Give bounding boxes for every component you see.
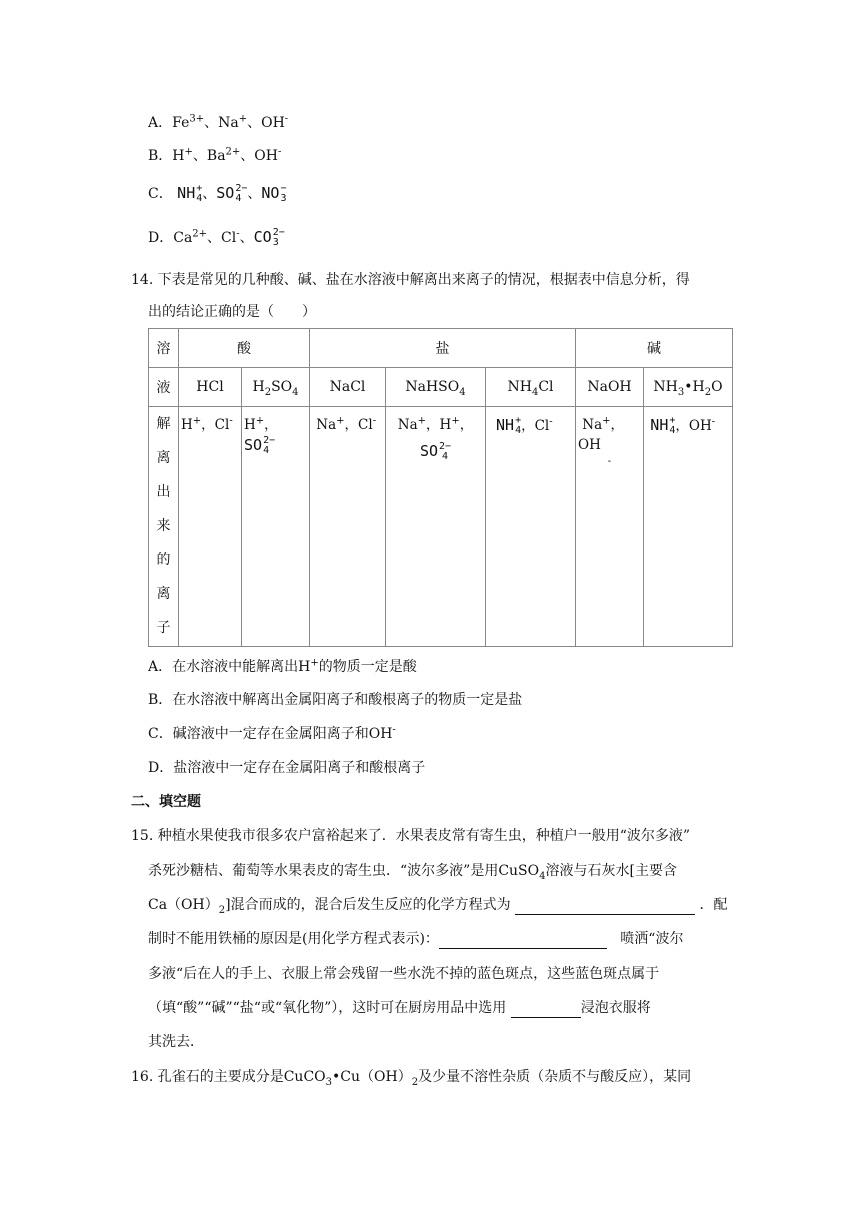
row-header-solution-1: 溶	[149, 329, 179, 368]
section-title-fill-blank: 二、填空题	[131, 794, 201, 810]
ions-hcl: H+，Cl-	[179, 407, 242, 647]
q13-option-a: A．$Fe^{3+}$、Na+、OH-	[148, 113, 289, 131]
group-acid: 酸	[179, 329, 310, 368]
option-label: A．	[148, 115, 173, 131]
ions-nacl: Na+，Cl-	[310, 407, 386, 647]
q14-stem-line1: 14. 下表是常见的几种酸、碱、盐在水溶液中解离出来离子的情况，根据表中信息分析，得	[131, 272, 690, 288]
ions-nh4cl: NH + 4 ，Cl-	[486, 407, 576, 647]
answer-blank-iron-equation[interactable]	[439, 932, 607, 949]
q14-option-d: D．盐溶液中一定存在金属阳离子和酸根离子	[148, 760, 426, 776]
q15-line4: 制时不能用铁桶的原因是(用化学方程式表示)： 喷洒“波尔	[148, 931, 684, 947]
q14-stem-line2: 出的结论正确的是（ ）	[148, 304, 316, 320]
ions-naoh: Na+，OH -	[576, 407, 644, 647]
q14-option-a: A．在水溶液中能解离出H+的物质一定是酸	[148, 657, 417, 675]
q13-option-c: C． NH + 4 、SO 2− 4 、NO − 3	[148, 182, 287, 204]
q15-line6: （填“酸”“碱”“盐“或“氧化物”），这时可在厨房用品中选用 浸泡衣服将	[148, 1000, 651, 1016]
ions-h2so4: H+，SO 2− 4	[242, 407, 310, 647]
carbonate-ion: CO 2− 3	[253, 226, 285, 248]
substance-nh4cl: $NH_4Cl$	[486, 368, 576, 407]
ions-nahso4: Na+，H+， SO 2− 4	[386, 407, 486, 647]
ion-table	[148, 328, 733, 647]
nitrate-ion: NO − 3	[261, 182, 287, 204]
row-header-ions: 解 离 出 来 的 离 子	[149, 407, 179, 647]
substance-nacl: NaCl	[310, 368, 386, 407]
substance-nahso4: NaHSO$_4$	[386, 368, 486, 407]
ions-nh3h2o: NH + 4 ，OH-	[644, 407, 733, 647]
substance-h2so4: $H_2SO_4$	[242, 368, 310, 407]
answer-blank-kitchen-item[interactable]	[511, 1001, 581, 1018]
q15-line2: 杀死沙糖桔、葡萄等水果表皮的寄生虫．“波尔多液”是用CuSO$_4$溶液与石灰水[主要含	[148, 863, 677, 882]
q13-option-d: D．$Ca^{2+}$、Cl-、CO 2− 3	[148, 226, 285, 248]
q15-line3: $Ca(OH)_2$]混合而成的，混合后发生反应的化学方程式为 ．配	[148, 897, 728, 916]
ammonium-ion: NH + 4	[177, 182, 203, 204]
q16-line1: 16. 孔雀石的主要成分是$CuCO_3•Cu(OH)_2$及少量不溶性杂质（杂质不与酸反应），某同	[131, 1069, 692, 1088]
group-salt: 盐	[310, 329, 576, 368]
q15-line7: 其洗去．	[148, 1034, 204, 1050]
answer-blank-equation[interactable]	[515, 898, 695, 915]
q13-option-b: B．H+、$Ba^{2+}$、OH-	[148, 146, 282, 164]
row-header-solution-2: 液	[149, 368, 179, 407]
group-base: 碱	[576, 329, 733, 368]
q14-option-c: C．碱溶液中一定存在金属阳离子和OH-	[148, 724, 396, 742]
q14-option-b: B．在水溶液中解离出金属阳离子和酸根离子的物质一定是盐	[148, 692, 523, 708]
substance-nh3h2o: $NH_3•H_2O$	[644, 368, 733, 407]
q15-line5: 多液“后在人的手上、衣服上常会残留一些水洗不掉的蓝色斑点，这些蓝色斑点属于	[148, 966, 660, 982]
sulfate-ion: SO 2− 4	[216, 182, 248, 204]
substance-naoh: NaOH	[576, 368, 644, 407]
q15-line1: 15. 种植水果使我市很多农户富裕起来了．水果表皮常有寄生虫，种植户一般用“波尔多液”	[131, 828, 691, 844]
substance-hcl: HCl	[179, 368, 242, 407]
